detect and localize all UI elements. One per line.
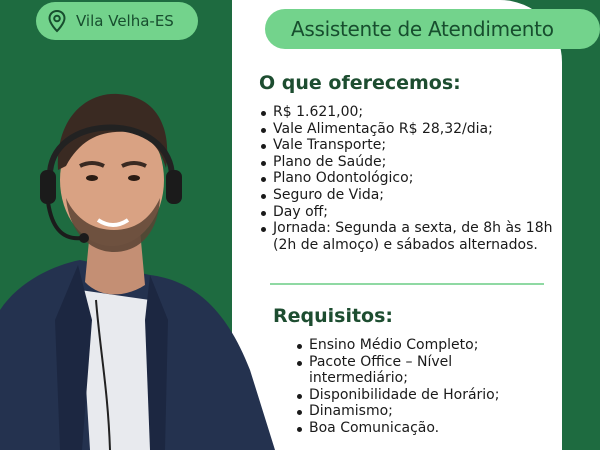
offer-item: Day off;: [259, 204, 559, 221]
offer-item: Vale Alimentação R$ 28,32/dia;: [259, 121, 559, 138]
requirement-item: Pacote Office – Nível intermediário;: [295, 354, 535, 387]
requirement-item: Ensino Médio Completo;: [295, 337, 535, 354]
person-photo: [0, 70, 290, 450]
job-title: Assistente de Atendimento: [265, 9, 600, 49]
requirements-list: [295, 337, 535, 437]
requirements-heading: Requisitos:: [273, 305, 394, 327]
requirement-item: Boa Comunicação.: [295, 420, 535, 437]
offer-item: Seguro de Vida;: [259, 187, 559, 204]
offers-list: [259, 104, 559, 253]
offer-item: Plano de Saúde;: [259, 154, 559, 171]
offers-heading: O que oferecemos:: [259, 72, 461, 94]
location-badge: [36, 2, 198, 40]
location-pin-icon: [46, 9, 68, 33]
section-divider: [270, 283, 544, 285]
offer-item: Vale Transporte;: [259, 137, 559, 154]
offer-item: R$ 1.621,00;: [259, 104, 559, 121]
requirement-item: Disponibilidade de Horário;: [295, 387, 535, 404]
location-text: Vila Velha-ES: [76, 12, 174, 30]
offer-item: Jornada: Segunda a sexta, de 8h às 18h (2h de almoço) e sábados alternados.: [259, 220, 559, 253]
requirement-item: Dinamismo;: [295, 403, 535, 420]
offer-item: Plano Odontológico;: [259, 170, 559, 187]
